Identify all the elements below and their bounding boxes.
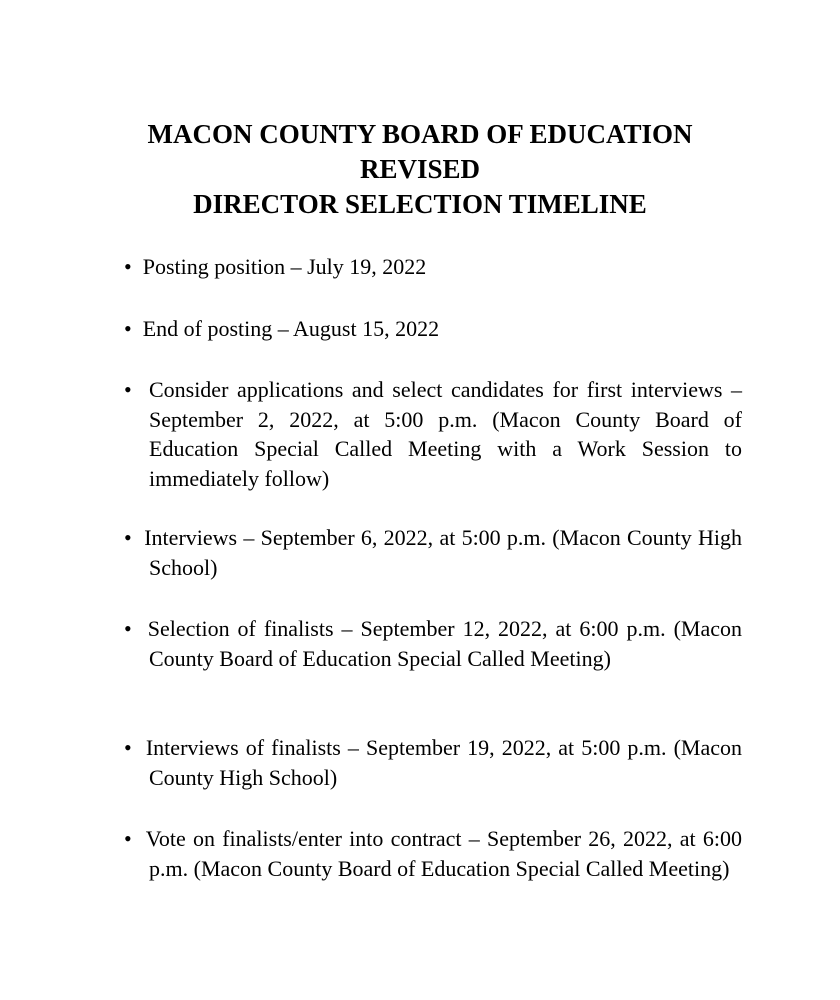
bullet-icon: • bbox=[124, 254, 138, 279]
timeline-item-text: Posting position – July 19, 2022 bbox=[142, 254, 427, 279]
timeline-item-text: Consider applications and select candidates for first interviews – September 2, 2022, at 5:00 p.m. (Macon County Board of Education Special Called Meeting with a Work Session to immediately follow) bbox=[148, 377, 743, 491]
timeline-item-text: End of posting – August 15, 2022 bbox=[142, 316, 440, 341]
timeline-item-consider-applications bbox=[124, 375, 742, 493]
title-line-organization: MACON COUNTY BOARD OF EDUCATION bbox=[147, 119, 693, 149]
timeline-item-selection-of-finalists bbox=[124, 614, 742, 673]
bullet-icon: • bbox=[124, 616, 140, 641]
timeline-item-end-of-posting bbox=[124, 314, 742, 344]
timeline-item-interviews bbox=[124, 523, 742, 582]
title-line-revised: REVISED bbox=[359, 154, 481, 184]
bullet-icon: • bbox=[124, 377, 141, 402]
timeline-item-text: Selection of finalists – September 12, 2022, at 6:00 p.m. (Macon County Board of Education Special Called Meeting) bbox=[147, 616, 743, 671]
timeline-item-posting-position bbox=[124, 252, 742, 282]
bullet-icon: • bbox=[124, 316, 138, 341]
document-title bbox=[0, 117, 840, 222]
timeline-item-text: Vote on finalists/enter into contract – September 26, 2022, at 6:00 p.m. (Macon County Board of Education Special Called Meeting) bbox=[145, 826, 743, 881]
title-line-timeline: DIRECTOR SELECTION TIMELINE bbox=[193, 189, 647, 219]
bullet-icon: • bbox=[124, 525, 138, 550]
timeline-item-text: Interviews – September 6, 2022, at 5:00 p.m. (Macon County High School) bbox=[144, 525, 743, 580]
bullet-icon: • bbox=[124, 735, 139, 760]
bullet-icon: • bbox=[124, 826, 139, 851]
timeline-item-text: Interviews of finalists – September 19, 2022, at 5:00 p.m. (Macon County High School) bbox=[145, 735, 743, 790]
timeline-item-interviews-of-finalists bbox=[124, 733, 742, 792]
timeline-item-vote-on-finalists bbox=[124, 824, 742, 883]
